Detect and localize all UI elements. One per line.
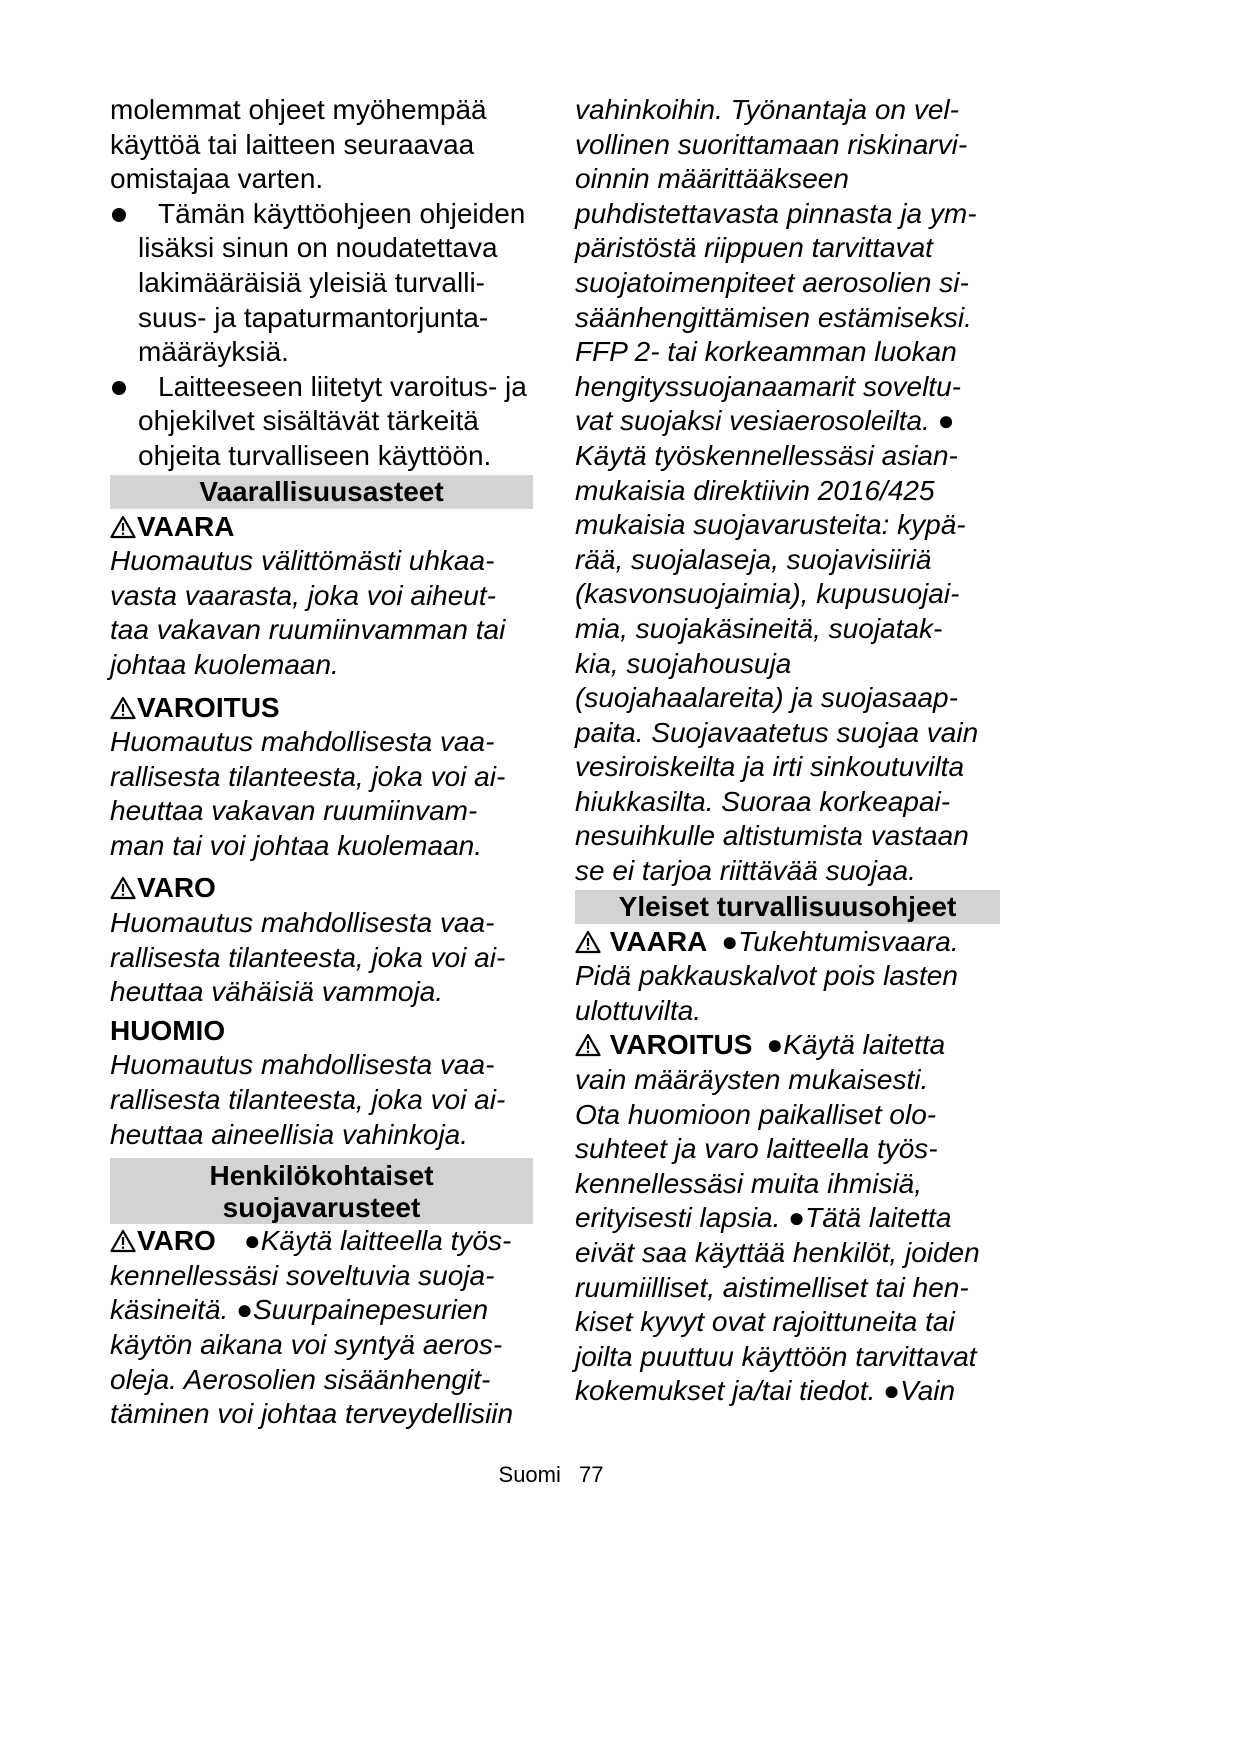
body-line: suhteet ja varo laitteella työs- xyxy=(575,1133,938,1165)
body-line: määräyksiä. xyxy=(138,336,289,368)
body-line: rallisesta tilanteesta, joka voi ai- xyxy=(110,941,506,973)
ppe-first-line: VARO ●Käytä laitteella työs- xyxy=(110,1224,533,1259)
body-line: heuttaa vähäisiä vammoja. xyxy=(110,976,444,1008)
hazard-label-varo: VARO xyxy=(110,871,533,906)
body-line: kiset kyvyt ovat rajoittuneita tai xyxy=(575,1306,955,1338)
body-line: käytön aikana voi syntyä aeros- xyxy=(110,1329,503,1360)
body-line: Huomautus mahdollisesta vaa- xyxy=(110,1049,495,1081)
warning-triangle-icon xyxy=(110,696,136,720)
body-line: nesuihkulle altistumista vastaan xyxy=(575,820,969,852)
warning-triangle-icon xyxy=(110,515,136,539)
general-varoitus-line: VAROITUS ●Käytä laitetta xyxy=(575,1028,1000,1063)
warning-triangle-icon xyxy=(110,1229,136,1253)
body-line: lakimääräisiä yleisiä turvalli- xyxy=(138,266,485,298)
body-line: Tämän käyttöohjeen ohjeiden xyxy=(158,197,526,229)
body-line: lisäksi sinun on noudatettava xyxy=(138,232,498,264)
body-line: Laitteeseen liitetyt varoitus- ja xyxy=(158,370,527,402)
body-line: hengityssuojanaamarit soveltu- xyxy=(575,370,961,402)
body-line: heuttaa aineellisia vahinkoja. xyxy=(110,1118,469,1150)
bullet-icon xyxy=(112,208,126,222)
hazard-label-varo: VARO xyxy=(137,1225,216,1257)
body-line: suojatoimenpiteet aerosolien si- xyxy=(575,266,969,298)
hazard-label-vaara: VAARA xyxy=(609,925,708,957)
hazard-label-vaara: VAARA xyxy=(110,510,533,545)
body-line: päristöstä riippuen tarvittavat xyxy=(575,232,933,264)
body-line: oinnin määrittääkseen xyxy=(575,163,849,195)
body-line: vasta vaarasta, joka voi aiheut- xyxy=(110,579,496,611)
body-line: täminen voi johtaa terveydellisiin xyxy=(110,1398,514,1430)
body-line: suus- ja tapaturmantorjunta- xyxy=(138,301,489,333)
body-line: (suojahaalareita) ja suojasaap- xyxy=(575,682,958,714)
body-line: kennellessäsi muita ihmisiä, xyxy=(575,1167,923,1199)
hazard-label-varoitus: VAROITUS xyxy=(110,691,533,726)
body-line: molemmat ohjeet myöhempää xyxy=(110,94,487,125)
body-line: heuttaa vakavan ruumiinvam- xyxy=(110,795,478,827)
footer-language: Suomi xyxy=(498,1462,561,1487)
body-line: vat suojaksi vesiaerosoleilta. ● xyxy=(575,405,955,437)
body-line: Ota huomioon paikalliset olo- xyxy=(575,1098,937,1130)
warning-triangle-icon xyxy=(110,876,136,900)
heading-line: Henkilökohtaiset xyxy=(209,1160,434,1192)
body-line: taa vakavan ruumiinvamman tai xyxy=(110,614,506,646)
body-line: (kasvonsuojaimia), kupusuojai- xyxy=(575,578,960,610)
body-line: paita. Suojavaatetus suojaa vain xyxy=(575,716,979,748)
body-line: Pidä pakkauskalvot pois lasten xyxy=(575,960,958,992)
body-line: man tai voi johtaa kuolemaan. xyxy=(110,829,482,861)
hazard-label-huomio: HUOMIO xyxy=(110,1014,226,1046)
bullet-icon xyxy=(112,381,126,395)
section-heading-ppe xyxy=(110,1158,533,1224)
body-line: puhdistettavasta pinnasta ja ym- xyxy=(575,197,977,229)
body-line: vesiroiskeilta ja irti sinkoutuvilta xyxy=(575,751,965,783)
right-column xyxy=(575,93,1000,1409)
body-line: ohjekilvet sisältävät tärkeitä xyxy=(138,405,479,437)
page-number: 77 xyxy=(579,1462,604,1487)
body-line: vain määräysten mukaisesti. xyxy=(575,1064,929,1096)
body-line: ruumiilliset, aistimelliset tai hen- xyxy=(575,1271,969,1303)
body-line: eivät saa käyttää henkilöt, joiden xyxy=(575,1237,980,1268)
body-line: Huomautus välittömästi uhkaa- xyxy=(110,545,495,577)
body-line: vahinkoihin. Työnantaja on vel- xyxy=(575,94,959,125)
body-line: omistajaa varten. xyxy=(110,163,324,195)
body-line: rallisesta tilanteesta, joka voi ai- xyxy=(110,760,506,792)
bullet-item xyxy=(110,197,533,232)
body-line: Huomautus mahdollisesta vaa- xyxy=(110,726,495,758)
body-line: erityisesti lapsia. ●Tätä laitetta xyxy=(575,1202,952,1234)
body-line: kokemukset ja/tai tiedot. ●Vain xyxy=(575,1375,956,1407)
general-vaara-line: VAARA ●Tukehtumisvaara. xyxy=(575,925,1000,960)
body-line: kia, suojahousuja xyxy=(575,647,792,679)
body-line: ohjeita turvalliseen käyttöön. xyxy=(138,439,492,471)
body-line: hiukkasilta. Suoraa korkeapai- xyxy=(575,785,951,817)
body-line: rallisesta tilanteesta, joka voi ai- xyxy=(110,1084,506,1116)
body-line: johtaa kuolemaan. xyxy=(110,648,339,680)
heading-line: suojavarusteet xyxy=(222,1192,421,1224)
left-column xyxy=(110,93,533,1432)
warning-triangle-icon xyxy=(575,1033,601,1057)
body-line: käsineitä. ●Suurpainepesurien xyxy=(110,1294,489,1326)
warning-triangle-icon xyxy=(575,930,601,954)
body-line: mia, suojakäsineitä, suojatak- xyxy=(575,612,943,644)
section-heading-hazard-levels: Vaarallisuusasteet xyxy=(110,475,533,509)
bullet-item xyxy=(110,370,533,405)
body-line: joilta puuttuu käyttöön tarvittavat xyxy=(575,1340,977,1372)
body-line: Huomautus mahdollisesta vaa- xyxy=(110,907,495,939)
body-line: FFP 2- tai korkeamman luokan xyxy=(575,336,957,368)
body-line: mukaisia suojavarusteita: kypä- xyxy=(575,509,966,541)
page-footer xyxy=(0,1462,1102,1488)
body-line: oleja. Aerosolien sisäänhengit- xyxy=(110,1363,491,1395)
hazard-label-varoitus: VAROITUS xyxy=(609,1029,753,1061)
section-heading-general-safety: Yleiset turvallisuusohjeet xyxy=(575,890,1000,924)
body-line: se ei tarjoa riittävää suojaa. xyxy=(575,855,916,887)
body-line: mukaisia direktiivin 2016/425 xyxy=(575,474,935,506)
body-line: kennellessäsi soveltuvia suoja- xyxy=(110,1259,495,1291)
body-line: vollinen suorittamaan riskinarvi- xyxy=(575,128,968,160)
body-line: rää, suojalaseja, suojavisiiriä xyxy=(575,543,932,575)
body-line: Käytä työskennellessäsi asian- xyxy=(575,439,958,471)
body-line: säänhengittämisen estämiseksi. xyxy=(575,301,972,333)
body-line: ulottuvilta. xyxy=(575,994,702,1026)
body-line: käyttöä tai laitteen seuraavaa xyxy=(110,128,475,160)
